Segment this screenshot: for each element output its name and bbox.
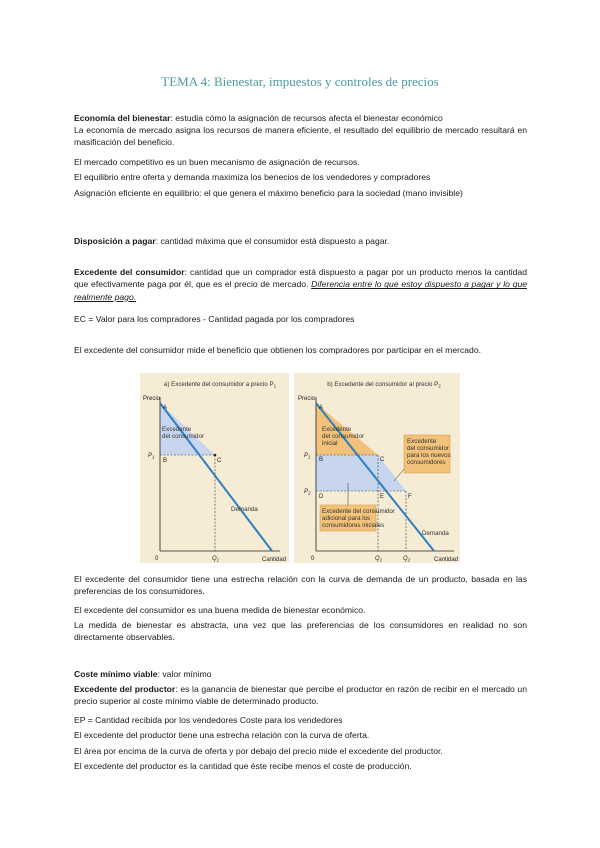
origin-label: 0 — [311, 556, 315, 562]
paragraph-line: La economía de mercado asigna los recursos de manera eficiente, el resultado del equilibrio de mercado resultará en masificación del beneficio. — [74, 125, 527, 148]
highlight-link: Diferencia entre lo que estoy dispuesto a pagar y lo que realmente pago. — [74, 279, 527, 302]
extra-surplus-line2: adicional para los — [322, 515, 371, 522]
q1-label: $Q_1$ — [375, 556, 383, 563]
paragraph-coste — [74, 668, 527, 680]
point-c-label: C — [380, 457, 385, 463]
x-axis-label: Cantidad — [434, 557, 459, 563]
new-surplus-line1: Excedente — [407, 438, 437, 445]
paragraph-line: Asignación eficiente en equilibrio: el que genera el máximo beneficio para la sociedad (mano invisible) — [74, 188, 463, 198]
point-e-label: E — [380, 494, 385, 500]
p2-label: $P_2$ — [304, 489, 311, 496]
def-excedente-consumidor: : cantidad que un comprador está dispuesto a pagar por un producto menos la cantidad que efectivamente paga por él, que es el precio de mercado. — [74, 267, 527, 290]
point-f-label: F — [408, 494, 412, 500]
y-axis-label: Precio — [143, 396, 161, 402]
paragraph-line: El mercado competitivo es un buen mecanismo de asignación de recursos. — [74, 157, 360, 167]
initial-surplus-line3: inicial — [322, 440, 338, 447]
p1-label: $P_1$ — [304, 453, 311, 460]
new-surplus-line3: para los nuevos — [407, 452, 451, 459]
figure-b — [294, 373, 460, 563]
x-axis-label: Cantidad — [262, 557, 287, 563]
term-disposicion: Disposición a pagar — [74, 236, 156, 246]
extra-surplus-area — [316, 455, 378, 491]
paragraph-mide: El excedente del consumidor mide el beneficio que obtienen los compradores por participar en el mercado. — [74, 345, 482, 355]
term-excedente-consumidor: Excedente del consumidor — [74, 267, 185, 277]
def-bienestar: : estudia cómo la asignación de recursos afecta el bienestar económico — [170, 113, 443, 123]
paragraph-disposicion — [74, 235, 527, 247]
point-c-label: C — [217, 458, 222, 464]
new-surplus-line2: del consumidor — [407, 445, 449, 452]
new-consumers-pointer — [394, 469, 404, 481]
demand-label: Demanda — [422, 530, 449, 537]
demand-label: Demanda — [231, 506, 258, 513]
paragraph-bienestar — [74, 112, 527, 124]
initial-surplus-line2: del consumidor — [322, 433, 364, 440]
point-b-label: B — [163, 458, 168, 464]
term-excedente-productor: Excedente del productor — [74, 684, 176, 694]
term-coste: Coste mínimo viable — [74, 669, 158, 679]
paragraph-line: El equilibrio entre oferta y demanda maximiza los benecios de los vendedores y compradores — [74, 172, 431, 182]
point-a-label: A — [319, 405, 324, 411]
def-coste: : valor mínimo — [157, 669, 212, 679]
def-disposicion: : cantidad máxima que el consumidor está dispuesto a pagar. — [155, 236, 390, 246]
initial-surplus-line1: Excedente — [322, 426, 352, 433]
figure-b-title: b) Excedente del consumidor al precio $P_2$ — [327, 381, 441, 389]
paragraph-line: El área por encima de la curva de oferta y por debajo del precio mide el excedente del productor. — [74, 746, 443, 756]
paragraph-excedente-consumidor — [74, 266, 527, 303]
point-d-label: D — [319, 494, 324, 500]
figure-b-chart — [294, 373, 460, 563]
point-a-label: A — [163, 405, 168, 411]
q1-label: $Q_1$ — [212, 556, 220, 563]
paragraph-excedente-productor — [74, 683, 527, 708]
paragraph-line: La medida de bienestar es abstracta, una vez que las preferencias de los consumidores en realidad no son directamente observables. — [74, 620, 527, 643]
area-label-line2: del consumidor — [162, 433, 204, 440]
extra-surplus-line3: consumidores iniciales — [322, 522, 385, 529]
area-label-line1: Excedente — [162, 426, 192, 433]
paragraph-line: El excedente del productor es la cantidad que éste recibe menos el coste de producción. — [74, 761, 412, 771]
point-b-label: B — [319, 457, 324, 463]
paragraph-line: El excedente del consumidor tiene una estrecha relación con la curva de demanda de un producto, basada en las preferencias de los consumidores. — [74, 574, 527, 597]
y-axis-label: Precio — [298, 396, 316, 402]
formula-ec: EC = Valor para los compradores - Cantidad pagada por los compradores — [74, 314, 355, 324]
q2-label: $Q_2$ — [403, 556, 411, 563]
formula-ep: EP = Cantidad recibida por los vendedores Coste para los vendedores — [74, 715, 343, 725]
page-title: TEMA 4: Bienestar, impuestos y controles de precios — [161, 74, 439, 89]
paragraph-line: El excedente del consumidor es una buena medida de bienestar económico. — [74, 605, 366, 615]
figure-a-title: a) Excedente del consumidor a precio $P_1$ — [163, 381, 277, 389]
point-c-marker — [214, 454, 217, 457]
p1-label: $P_1$ — [148, 453, 155, 460]
origin-label: 0 — [155, 556, 159, 562]
extra-surplus-line1: Excedente del consumidor — [322, 508, 395, 515]
figure-a-chart — [140, 373, 289, 563]
paragraph-line: El excedente del productor tiene una estrecha relación con la curva de oferta. — [74, 730, 370, 740]
new-surplus-line4: consumidores — [407, 459, 446, 466]
figure-a — [140, 373, 289, 563]
def-excedente-productor: : es la ganancia de bienestar que percibe el productor en razón de recibir en el mercado un precio superior al coste mínimo viable de determinado producto. — [74, 684, 527, 707]
term-bienestar: Economía del bienestar — [74, 113, 171, 123]
